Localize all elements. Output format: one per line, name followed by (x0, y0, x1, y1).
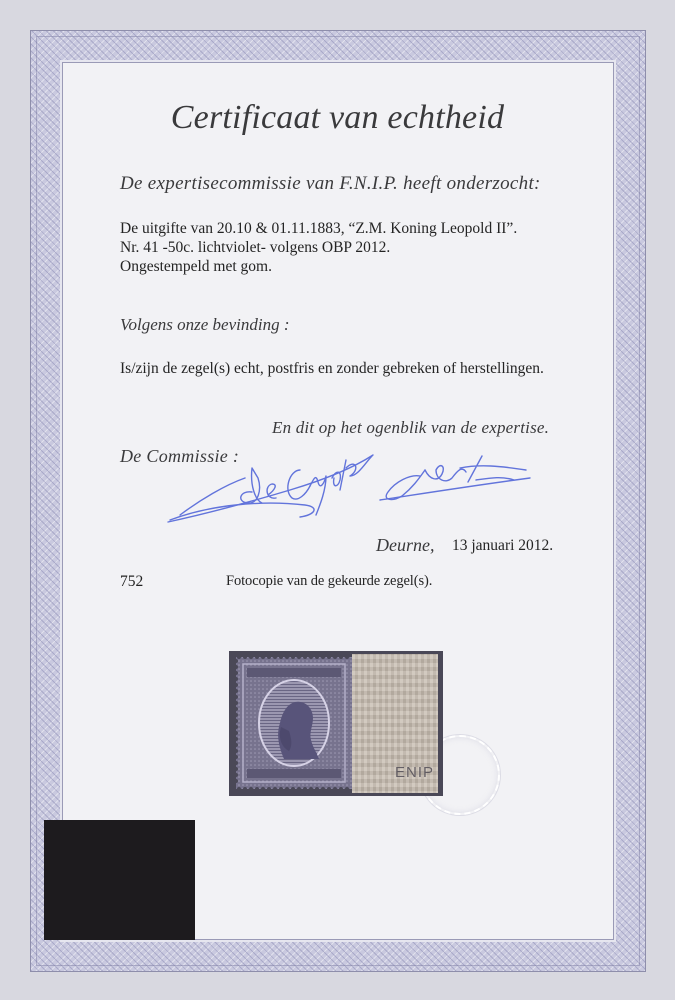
stamp-perforation (267, 787, 271, 791)
stamp-perforation (261, 787, 265, 791)
stamp-perforation (234, 719, 238, 723)
stamp-perforation (267, 655, 271, 659)
stamp-photo (229, 651, 443, 796)
stamp-perforation (234, 761, 238, 765)
stamp-perforation (234, 671, 238, 675)
stamp-perforation (327, 655, 331, 659)
stamp-perforation (234, 677, 238, 681)
handwritten-signatures (150, 440, 550, 540)
stamp-perforation (249, 655, 253, 659)
stamp-perforation (243, 655, 247, 659)
stamp-perforation (321, 655, 325, 659)
stamp-description (120, 219, 517, 276)
certificate-number: 752 (120, 573, 144, 590)
date: 13 januari 2012. (452, 537, 554, 554)
stamp-perforation (234, 779, 238, 783)
redaction-block (44, 820, 195, 940)
stamp-perforation (315, 655, 319, 659)
stamp-perforation (237, 655, 241, 659)
stamp-top-banner (247, 668, 341, 677)
stamp-perforation (234, 683, 238, 687)
commission-label: De Commissie : (120, 446, 240, 466)
stamp-perforation (237, 787, 241, 791)
stamp-perforation (234, 725, 238, 729)
stamp-perforation (345, 787, 349, 791)
stamp-perforation (255, 655, 259, 659)
stamp-perforation (234, 737, 238, 741)
stamp-perforation (321, 787, 325, 791)
selvage-mark: ENIP (395, 764, 435, 781)
stamp-perforation (234, 695, 238, 699)
stamp-perforation (261, 655, 265, 659)
stamp-perforation (291, 655, 295, 659)
stamp-perforation (234, 701, 238, 705)
stamp-perforation (309, 655, 313, 659)
commission-intro: De expertisecommissie van F.N.I.P. heeft onderzocht: (120, 173, 541, 194)
stamp-perforation (297, 655, 301, 659)
signature-stroke (180, 478, 245, 515)
expertise-note: En dit op het ogenblik van de expertise. (272, 418, 550, 437)
stamp-perforation (243, 787, 247, 791)
stamp-perforation (234, 773, 238, 777)
stamp-perforation (303, 787, 307, 791)
stamp-photo-graphic (229, 651, 443, 796)
stamp-perforation (273, 787, 277, 791)
signature-stroke (310, 456, 372, 515)
stamp-perforation (279, 655, 283, 659)
signature-stroke (380, 478, 530, 500)
stamp-perforation (279, 787, 283, 791)
stamp-perforation (234, 665, 238, 669)
stamp-perforation (234, 689, 238, 693)
signature-stroke (170, 503, 314, 520)
stamp-perforation (339, 787, 343, 791)
stamp-perforation (234, 731, 238, 735)
findings-text: Is/zijn de zegel(s) echt, postfris en zonder gebreken of herstellingen. (120, 360, 544, 377)
stamp-perforation (339, 655, 343, 659)
stamp-perforation (255, 787, 259, 791)
stamp-perforation (234, 707, 238, 711)
stamp-perforation (234, 659, 238, 663)
signature-right (380, 456, 530, 500)
stamp-perforation (273, 655, 277, 659)
stamp-bottom-banner (247, 769, 341, 778)
place: Deurne, (376, 535, 435, 555)
signature-stroke (386, 470, 425, 499)
signature-stroke (476, 478, 514, 480)
stamp-perforation (285, 787, 289, 791)
stamp-perforation (234, 743, 238, 747)
description-line: De uitgifte van 20.10 & 01.11.1883, “Z.M. Koning Leopold II”. (120, 220, 518, 237)
certificate-title: Certificaat van echtheid (170, 99, 505, 136)
stamp-perforation (297, 787, 301, 791)
stamp-perforation (285, 655, 289, 659)
stamp-perforation (234, 767, 238, 771)
signature-stroke (241, 468, 262, 503)
stamp-perforation (291, 787, 295, 791)
stamp-perforation (333, 787, 337, 791)
signature-left (168, 455, 373, 522)
findings-heading: Volgens onze bevinding : (120, 315, 290, 334)
photo-caption: Fotocopie van de gekeurde zegel(s). (226, 573, 433, 589)
stamp-perforation (303, 655, 307, 659)
stamp-perforation (333, 655, 337, 659)
stamp-perforation (234, 755, 238, 759)
stamp-perforation (249, 787, 253, 791)
description-line: Nr. 41 -50c. lichtviolet- volgens OBP 2012. (120, 239, 391, 256)
stamp-perforation (345, 655, 349, 659)
stamp-perforation (234, 749, 238, 753)
stamp-perforation (315, 787, 319, 791)
stamp-perforation (234, 713, 238, 717)
stamp-perforation (309, 787, 313, 791)
stamp-perforation (327, 787, 331, 791)
description-line: Ongestempeld met gom. (120, 258, 272, 275)
